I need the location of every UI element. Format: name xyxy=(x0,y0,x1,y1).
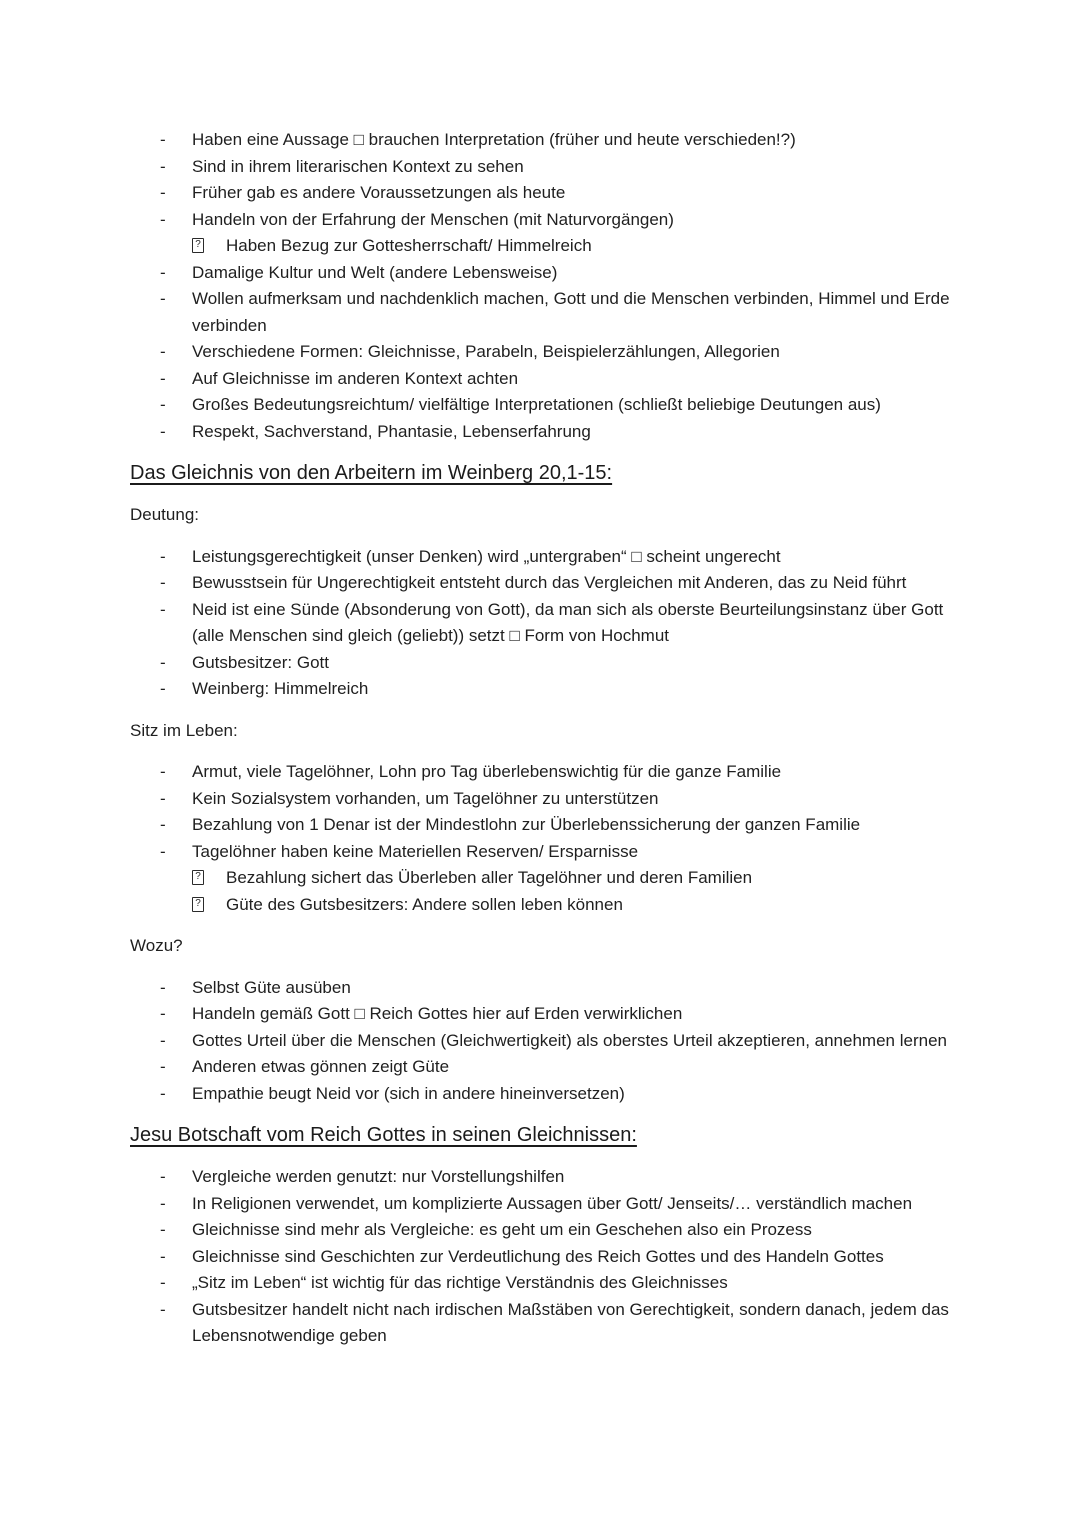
list-item xyxy=(130,1054,972,1081)
list-item xyxy=(130,1270,972,1297)
list-item xyxy=(130,676,972,703)
list-item xyxy=(130,1297,972,1350)
list-item-text: „Sitz im Leben“ ist wichtig für das richtige Verständnis des Gleichnisses xyxy=(192,1273,728,1292)
list-item xyxy=(130,1028,972,1055)
dash-bullet-icon: - xyxy=(160,1083,166,1103)
dash-bullet-icon: - xyxy=(160,1057,166,1076)
dash-bullet-icon: - xyxy=(160,573,166,592)
dash-bullet-icon: - xyxy=(160,1273,166,1292)
section-heading-weinberg: Das Gleichnis von den Arbeitern im Weinberg 20,1-15: xyxy=(130,462,613,484)
list-item xyxy=(130,127,972,154)
list-item-text: Kein Sozialsystem vorhanden, um Tagelöhner zu unterstützen xyxy=(192,788,659,808)
list-item xyxy=(130,975,972,1002)
list-item-text: Haben Bezug zur Gottesherrschaft/ Himmelreich xyxy=(226,236,592,255)
list-item-text: Anderen etwas gönnen zeigt Güte xyxy=(192,1057,450,1076)
list-item-text: Gleichnisse sind Geschichten zur Verdeutlichung des Reich Gottes und des Handeln Gottes xyxy=(192,1246,884,1266)
list-item xyxy=(130,1081,972,1108)
list-item-text: Verschiedene Formen: Gleichnisse, Parabeln, Beispielerzählungen, Allegorien xyxy=(192,342,780,361)
dash-bullet-icon: - xyxy=(160,289,166,308)
dash-bullet-icon: - xyxy=(160,977,166,997)
dash-bullet-icon: - xyxy=(160,421,166,441)
list-item-text: Früher gab es andere Voraussetzungen als heute xyxy=(192,183,566,202)
list-item xyxy=(130,544,972,571)
list-item xyxy=(130,180,972,207)
list-item xyxy=(130,1001,972,1028)
list-item xyxy=(130,392,972,419)
dash-bullet-icon: - xyxy=(160,788,166,808)
dash-bullet-icon: - xyxy=(160,130,166,149)
dash-bullet-icon: - xyxy=(160,1004,166,1023)
wozu-list xyxy=(130,975,980,1108)
dash-bullet-icon: - xyxy=(160,546,166,566)
list-item-text: Damalige Kultur und Welt (andere Lebensweise) xyxy=(192,262,558,282)
dash-bullet-icon: - xyxy=(160,342,166,361)
list-item xyxy=(130,759,972,786)
sub-list-item xyxy=(130,865,980,892)
missing-glyph-bullet-icon: ? xyxy=(192,897,204,912)
dash-bullet-icon: - xyxy=(160,815,166,834)
list-item-text: Respekt, Sachverstand, Phantasie, Lebenserfahrung xyxy=(192,421,591,441)
list-item-text: Vergleiche werden genutzt: nur Vorstellungshilfen xyxy=(192,1167,565,1186)
list-item xyxy=(130,1191,972,1218)
list-item-text: Empathie beugt Neid vor (sich in andere hineinversetzen) xyxy=(192,1083,625,1103)
list-item xyxy=(130,1217,972,1244)
list-item-text: Gleichnisse sind mehr als Vergleiche: es geht um ein Geschehen also ein Prozess xyxy=(192,1220,812,1239)
missing-glyph-bullet-icon: ? xyxy=(192,238,204,253)
list-item-text: Bezahlung von 1 Denar ist der Mindestlohn zur Überlebenssicherung der ganzen Familie xyxy=(192,815,861,834)
dash-bullet-icon: - xyxy=(160,1246,166,1266)
list-item xyxy=(130,597,972,650)
list-item xyxy=(130,839,972,866)
list-item-text: Großes Bedeutungsreichtum/ vielfältige Interpretationen (schließt beliebige Deutungen aus) xyxy=(192,395,881,414)
list-item xyxy=(130,419,972,446)
dash-bullet-icon: - xyxy=(160,395,166,414)
dash-bullet-icon: - xyxy=(160,209,166,229)
list-item xyxy=(130,366,972,393)
label-wozu: Wozu? xyxy=(130,936,183,955)
dash-bullet-icon: - xyxy=(160,599,166,619)
list-item xyxy=(130,286,972,339)
list-item xyxy=(130,650,972,677)
dash-bullet-icon: - xyxy=(160,1193,166,1213)
list-item xyxy=(130,1164,972,1191)
list-item-text: Haben eine Aussage □ brauchen Interpretation (früher und heute verschieden!?) xyxy=(192,130,796,149)
list-item-text: Gutsbesitzer handelt nicht nach irdischen Maßstäben von Gerechtigkeit, sondern danach, jedem das Lebensnotwendige geben xyxy=(192,1299,949,1345)
list-item xyxy=(130,207,972,234)
list-item-text: Sind in ihrem literarischen Kontext zu sehen xyxy=(192,156,524,176)
list-item-text: Gottes Urteil über die Menschen (Gleichwertigkeit) als oberstes Urteil akzeptieren, annehmen lernen xyxy=(192,1030,947,1050)
dash-bullet-icon: - xyxy=(160,1220,166,1239)
list-item-text: Güte des Gutsbesitzers: Andere sollen leben können xyxy=(226,894,623,914)
deutung-list xyxy=(130,544,980,703)
sitz-im-leben-list xyxy=(130,759,980,918)
list-item xyxy=(130,154,972,181)
list-item-text: Weinberg: Himmelreich xyxy=(192,679,369,698)
list-item xyxy=(130,786,972,813)
list-item-text: Wollen aufmerksam und nachdenklich machen, Gott und die Menschen verbinden, Himmel und Erde verbinden xyxy=(192,289,950,335)
list-item-text: Auf Gleichnisse im anderen Kontext achten xyxy=(192,368,519,388)
sub-list-item xyxy=(130,233,980,260)
list-item-text: Gutsbesitzer: Gott xyxy=(192,652,329,672)
dash-bullet-icon: - xyxy=(160,183,166,202)
parables-intro-list xyxy=(130,127,980,445)
label-deutung: Deutung: xyxy=(130,505,199,524)
list-item-text: Bezahlung sichert das Überleben aller Tagelöhner und deren Familien xyxy=(226,868,753,887)
dash-bullet-icon: - xyxy=(160,156,166,176)
dash-bullet-icon: - xyxy=(160,652,166,672)
dash-bullet-icon: - xyxy=(160,679,166,698)
list-item xyxy=(130,812,972,839)
dash-bullet-icon: - xyxy=(160,762,166,781)
list-item-text: Neid ist eine Sünde (Absonderung von Gott), da man sich als oberste Beurteilungsinstanz über Gott (alle Menschen sind gleich (geliebt)) setzt □ Form von Hochmut xyxy=(192,599,944,645)
dash-bullet-icon: - xyxy=(160,1299,166,1319)
list-item-text: Leistungsgerechtigkeit (unser Denken) wird „untergraben“ □ scheint ungerecht xyxy=(192,546,781,566)
label-sitz-im-leben: Sitz im Leben: xyxy=(130,720,238,740)
list-item-text: In Religionen verwendet, um komplizierte Aussagen über Gott/ Jenseits/… verständlich machen xyxy=(192,1193,913,1213)
list-item xyxy=(130,260,972,287)
list-item-text: Bewusstsein für Ungerechtigkeit entsteht durch das Vergleichen mit Anderen, das zu Neid führt xyxy=(192,573,907,592)
missing-glyph-bullet-icon: ? xyxy=(192,870,204,885)
list-item xyxy=(130,570,972,597)
list-item-text: Armut, viele Tagelöhner, Lohn pro Tag überlebenswichtig für die ganze Familie xyxy=(192,762,782,781)
list-item-text: Handeln von der Erfahrung der Menschen (mit Naturvorgängen) xyxy=(192,209,674,229)
list-item-text: Tagelöhner haben keine Materiellen Reserven/ Ersparnisse xyxy=(192,841,639,861)
list-item-text: Handeln gemäß Gott □ Reich Gottes hier auf Erden verwirklichen xyxy=(192,1004,683,1023)
dash-bullet-icon: - xyxy=(160,1030,166,1050)
list-item xyxy=(130,1244,972,1271)
dash-bullet-icon: - xyxy=(160,841,166,861)
dash-bullet-icon: - xyxy=(160,262,166,282)
list-item xyxy=(130,339,972,366)
section-heading-jesu-botschaft: Jesu Botschaft vom Reich Gottes in seinen Gleichnissen: xyxy=(130,1124,637,1146)
list-item-text: Selbst Güte ausüben xyxy=(192,977,351,997)
dash-bullet-icon: - xyxy=(160,1167,166,1186)
dash-bullet-icon: - xyxy=(160,368,166,388)
jesu-botschaft-list xyxy=(130,1164,980,1350)
sub-list-item xyxy=(130,892,980,919)
